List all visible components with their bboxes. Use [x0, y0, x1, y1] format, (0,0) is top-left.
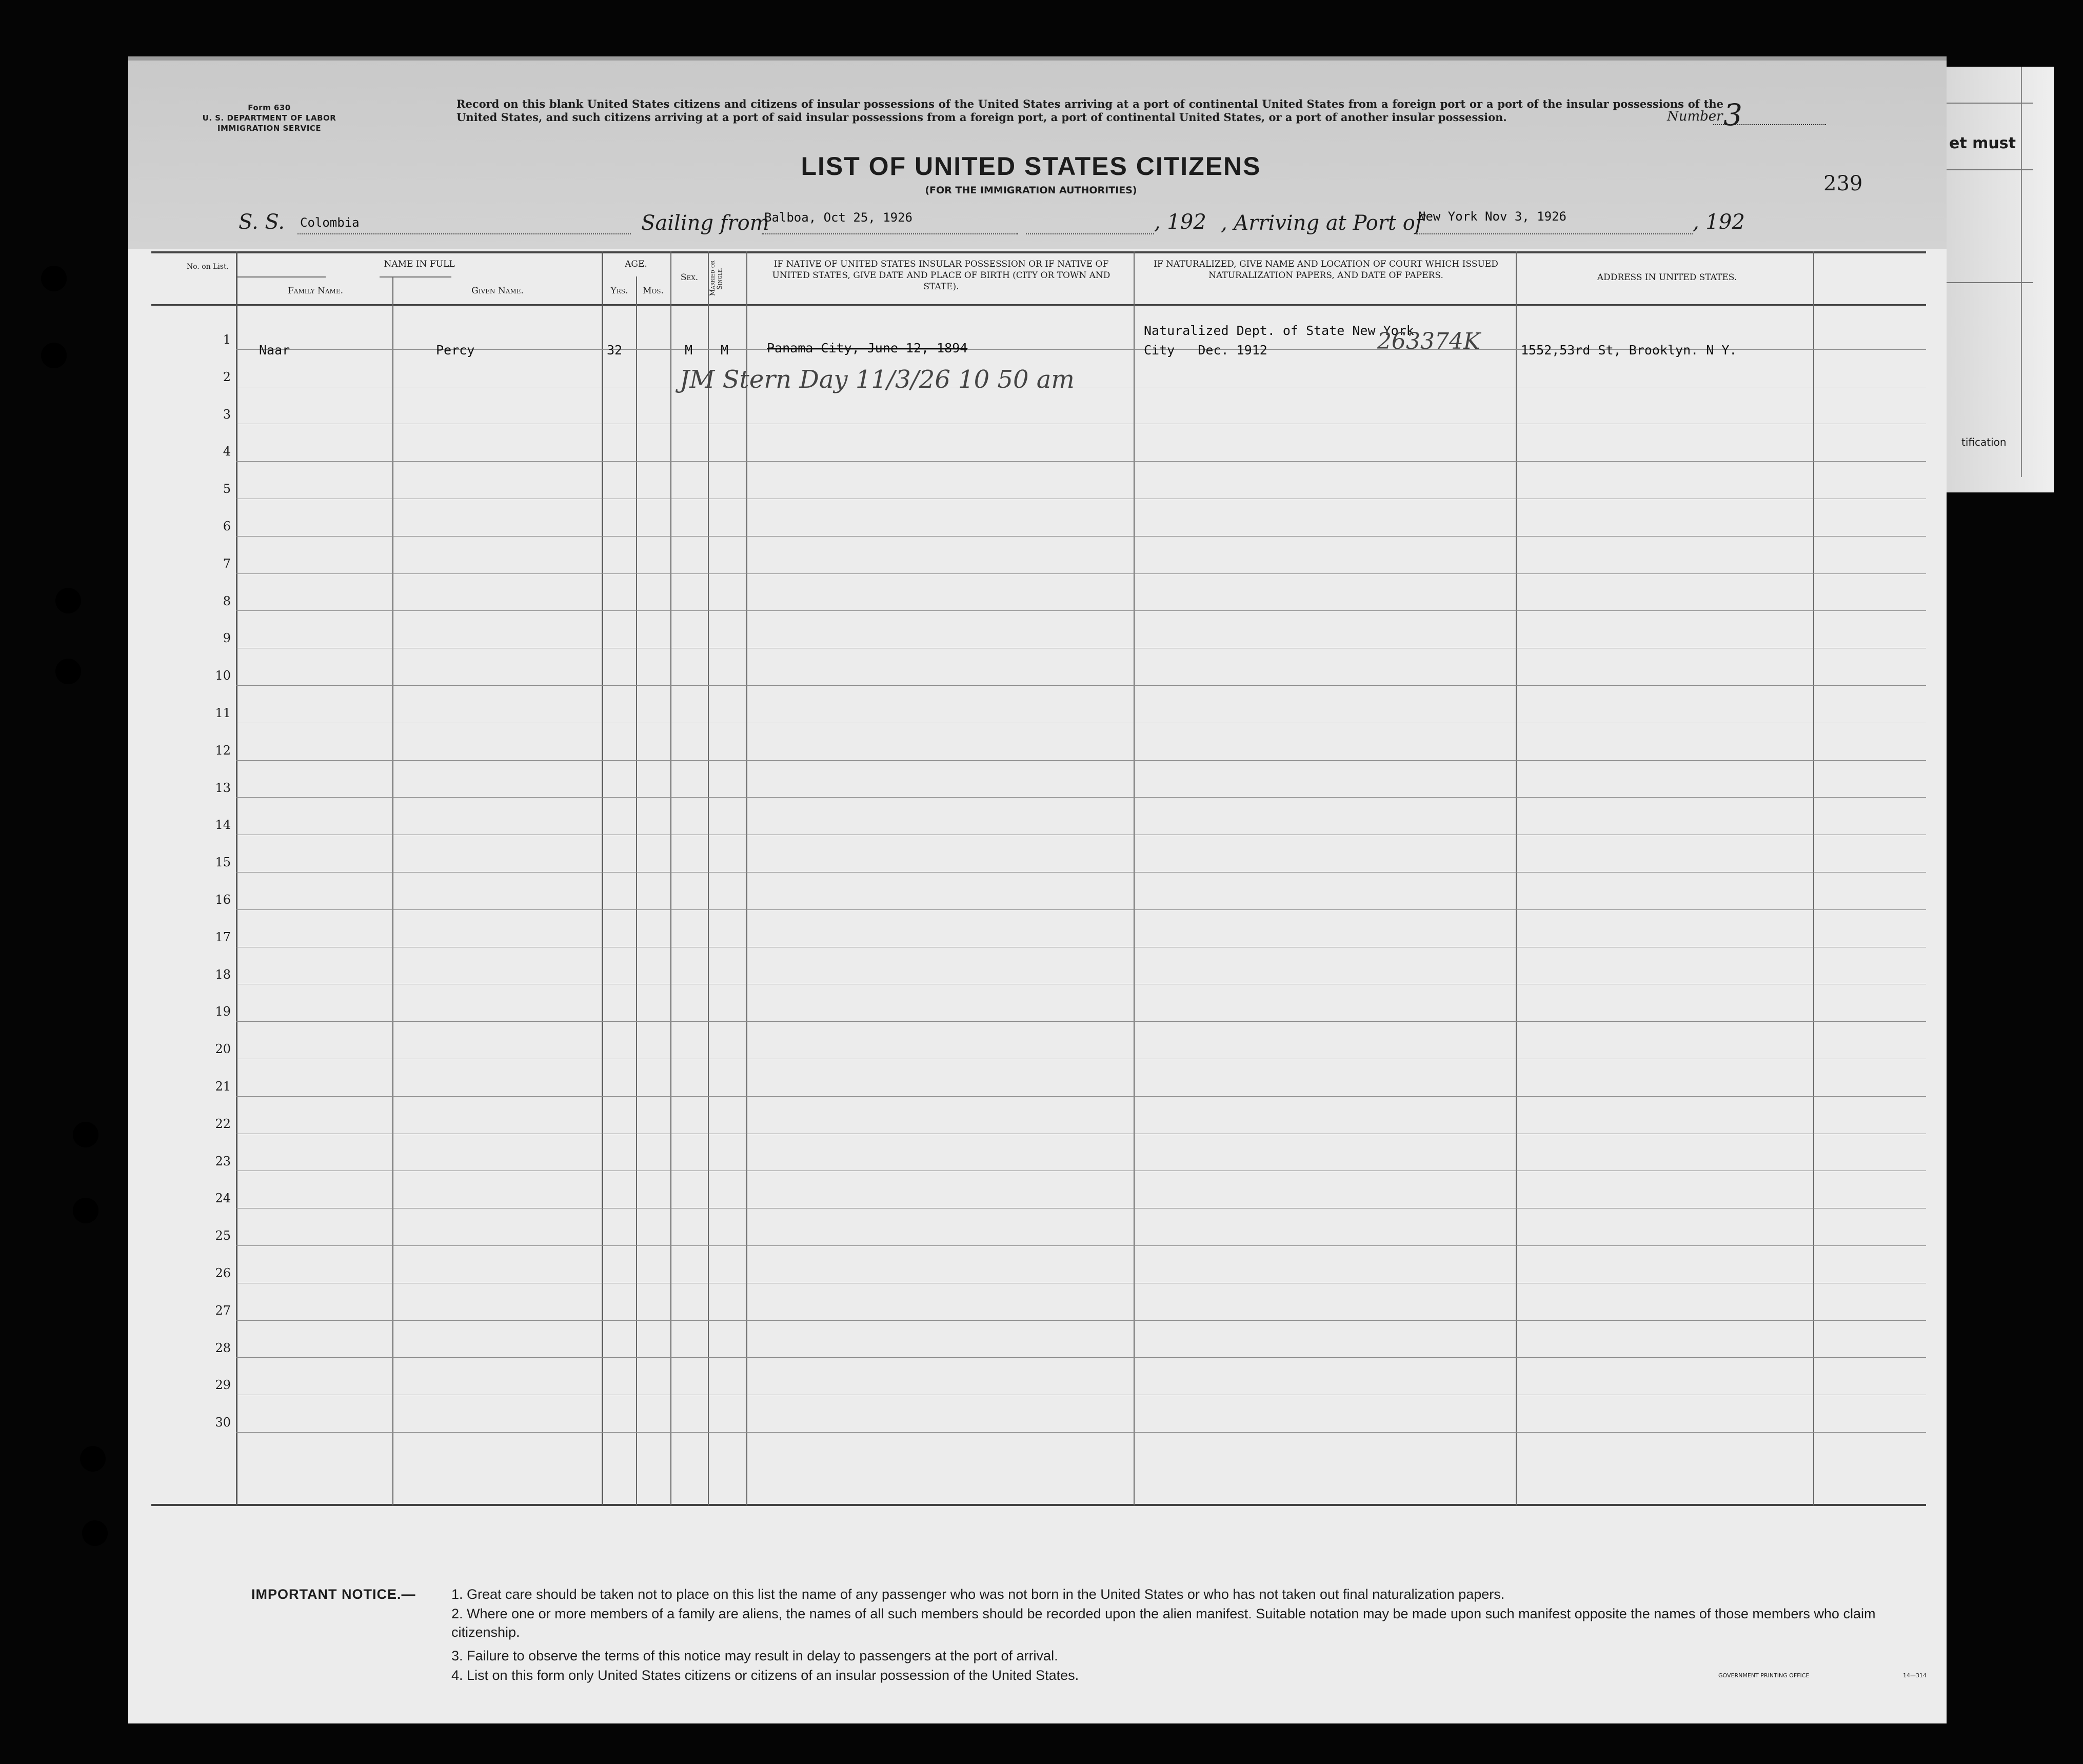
year-prefix: , 192 [1693, 210, 1745, 234]
row-rule [236, 872, 1926, 873]
row-number: 12 [215, 743, 231, 758]
table-rule [151, 304, 1926, 306]
page-subtitle: (FOR THE IMMIGRATION AUTHORITIES) [925, 185, 1137, 196]
row-number: 21 [215, 1079, 231, 1094]
punch-hole [80, 1446, 106, 1472]
back-sheet [1929, 67, 2054, 492]
punch-hole [55, 659, 81, 684]
naturalization-cell: City Dec. 1912 [1144, 343, 1267, 358]
row-number: 13 [215, 780, 231, 795]
row-rule [236, 461, 1926, 462]
notice-heading: IMPORTANT NOTICE.— [251, 1587, 416, 1602]
column-rule [236, 251, 237, 1505]
printer-imprint: GOVERNMENT PRINTING OFFICE [1718, 1672, 1810, 1679]
header-name-in-full: NAME IN FULL [384, 259, 455, 269]
row-number: 29 [215, 1378, 231, 1393]
column-rule [1516, 251, 1517, 1505]
arriving-port: New York Nov 3, 1926 [1418, 209, 1566, 224]
row-number: 23 [215, 1154, 231, 1168]
header-marital: Married or Single. [709, 261, 724, 296]
punch-hole [41, 266, 67, 291]
row-number: 8 [223, 593, 231, 608]
column-rule [1134, 251, 1135, 1505]
sailing-from: Balboa, Oct 25, 1926 [764, 210, 912, 225]
row-rule [236, 797, 1926, 798]
notice-item: 4. List on this form only United States citizens or citizens of an insular possession of the United States. [451, 1668, 1079, 1683]
age-cell: 32 [607, 343, 623, 358]
row-rule [236, 1021, 1926, 1022]
arriving-label: , Arriving at Port of [1221, 211, 1423, 235]
row-number: 30 [215, 1415, 231, 1430]
punch-hole [73, 1122, 98, 1147]
form-code: 14—314 [1903, 1672, 1927, 1679]
row-rule [236, 536, 1926, 537]
handwritten-notation: JM Stern Day 11/3/26 10 50 am [680, 365, 1075, 394]
form-number: Form 630 [248, 103, 291, 112]
punch-hole [55, 588, 81, 613]
marital-cell: M [721, 343, 729, 358]
row-number: 25 [215, 1228, 231, 1243]
back-sheet-rule [2021, 67, 2022, 477]
fill-line [1416, 233, 1693, 234]
header-family-name: Family Name. [287, 286, 343, 296]
row-number: 17 [215, 929, 231, 944]
header-no-on-list: No. on List. [186, 263, 229, 271]
header-naturalized: IF NATURALIZED, GIVE NAME AND LOCATION OF COURT WHICH ISSUED NATURALIZATION PAPERS, AND DATE OF PAPERS. [1154, 259, 1498, 281]
row-number: 1 [223, 332, 231, 347]
notice-item: 1. Great care should be taken not to place on this list the name of any passenger who was not born in the United States or who has not taken out final naturalization papers. [451, 1587, 1505, 1602]
row-number: 6 [223, 519, 231, 533]
sailing-label: Sailing from [641, 211, 769, 235]
punch-hole [82, 1520, 108, 1546]
address-cell: 1552,53rd St, Brooklyn. N Y. [1521, 343, 1737, 358]
row-number: 20 [215, 1042, 231, 1057]
row-rule [236, 1245, 1926, 1246]
row-rule [236, 760, 1926, 761]
naturalization-cell: Naturalized Dept. of State New York [1144, 323, 1414, 338]
number-value: 3 [1723, 97, 1742, 132]
row-number: 16 [215, 893, 231, 907]
row-number: 7 [223, 556, 231, 571]
row-number: 14 [215, 818, 231, 833]
row-rule [236, 685, 1926, 686]
row-rule [236, 1320, 1926, 1321]
row-number: 15 [215, 855, 231, 870]
column-rule [670, 251, 671, 1505]
row-rule [236, 1096, 1926, 1097]
header-birth: IF NATIVE OF UNITED STATES INSULAR POSSESSION OR IF NATIVE OF UNITED STATES, GIVE DATE AND PLACE OF BIRTH (CITY OR TOWN AND STATE). [772, 259, 1110, 292]
fill-line [1026, 233, 1154, 234]
form-instructions: Record on this blank United States citizens and citizens of insular possessions of the United States arriving at a port of continental United States from a foreign port or a port of the insular possessions of the United States, and such citizens arriving at a port of said insular possessions from a foreign port, a port of continental United States, or a port of another insular possession. [457, 97, 1723, 124]
department-name: U. S. DEPARTMENT OF LABOR [202, 113, 336, 123]
row-rule [236, 573, 1926, 574]
row-number: 11 [215, 706, 231, 720]
column-rule [602, 251, 603, 1505]
sheet-edge [128, 56, 1947, 61]
header-address: ADDRESS IN UNITED STATES. [1597, 272, 1737, 283]
back-sheet-rule [1946, 282, 2033, 283]
table-rule [151, 251, 1926, 253]
birth-cell: Panama City, June 12, 1894 [767, 341, 968, 355]
header-mos: Mos. [643, 286, 664, 296]
row-number: 22 [215, 1116, 231, 1131]
notice-item: 3. Failure to observe the terms of this notice may result in delay to passengers at the port of arrival. [451, 1648, 1058, 1663]
back-sheet-rule [1946, 103, 2033, 104]
notice-item: 2. Where one or more members of a family are aliens, the names of all such members should be recorded upon the alien manifest. Suitable notation may be made upon such manifest opposite the names of those members who claim citizenship. [451, 1606, 1876, 1640]
back-sheet-text: et must [1949, 134, 2016, 152]
manifest-sheet [128, 56, 1947, 1723]
service-name: IMMIGRATION SERVICE [217, 124, 322, 133]
row-number: 5 [223, 482, 231, 497]
header-given-name: Given Name. [471, 286, 524, 296]
row-number: 27 [215, 1303, 231, 1318]
family-name-cell: Naar [259, 343, 290, 358]
row-rule [236, 1432, 1926, 1433]
header-yrs: Yrs. [610, 286, 628, 296]
header-age: AGE. [625, 259, 647, 269]
table-rule [151, 1504, 1926, 1506]
punch-hole [73, 1198, 98, 1223]
handwritten-certificate-number: 263374K [1377, 328, 1480, 354]
table-rule [380, 276, 451, 278]
number-label: Number [1667, 109, 1723, 124]
given-name-cell: Percy [436, 343, 475, 358]
row-number: 28 [215, 1340, 231, 1355]
row-number: 26 [215, 1266, 231, 1280]
row-number: 24 [215, 1191, 231, 1206]
row-number: 3 [223, 407, 231, 422]
fill-line [297, 233, 631, 234]
row-number: 9 [223, 631, 231, 646]
back-sheet-rule [1946, 169, 2033, 170]
column-rule [1813, 251, 1814, 1505]
column-rule [746, 251, 747, 1505]
back-sheet-text: tification [1961, 436, 2007, 448]
fill-line [762, 233, 1018, 234]
agency-block [190, 103, 349, 133]
row-rule [236, 909, 1926, 910]
ss-label: S. S. [239, 210, 285, 234]
row-number: 10 [215, 668, 231, 683]
page-title: LIST OF UNITED STATES CITIZENS [801, 152, 1261, 181]
row-number: 18 [215, 967, 231, 982]
punch-hole [41, 343, 67, 368]
stamp-number: 239 [1823, 172, 1863, 195]
row-number: 4 [223, 444, 231, 459]
header-sex: Sex. [680, 272, 699, 283]
table-rule [236, 276, 326, 278]
passenger-table [151, 251, 1926, 1507]
row-number: 2 [223, 369, 231, 384]
column-rule [708, 251, 709, 1505]
sex-cell: M [685, 343, 693, 358]
row-rule [236, 1357, 1926, 1358]
row-number: 19 [215, 1004, 231, 1019]
ship-name: Colombia [300, 215, 360, 230]
year-prefix: , 192 [1154, 210, 1206, 234]
row-rule [236, 610, 1926, 611]
